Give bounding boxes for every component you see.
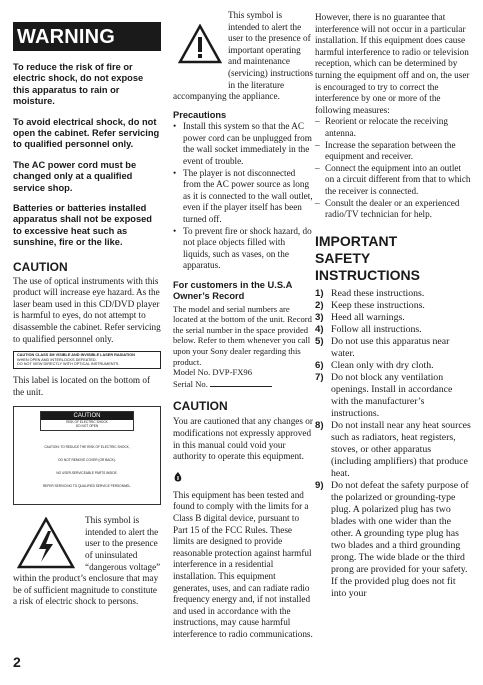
caution-label-band: CAUTION xyxy=(41,412,133,420)
instruction-item xyxy=(315,300,471,312)
instruction-item xyxy=(315,420,471,480)
instruction-number: 2) xyxy=(315,299,324,311)
laser-label-line-2: WHEN OPEN AND INTERLOCKS DEFEATED. xyxy=(17,357,97,362)
instruction-item xyxy=(315,312,471,324)
owners-record-text: The model and serial numbers are located at the bottom of the unit. Record the serial number in the space provided below. Refer to them whenever you call upon your Sony dealer regarding this product. xyxy=(173,303,312,367)
precaution-item: • The player is not disconnected from the AC power source as long as it is connected to the wall outlet, even if the player itself has been turned off. xyxy=(173,168,313,226)
instruction-number: 7) xyxy=(315,371,324,383)
label-location-text: This label is located on the bottom of the unit. xyxy=(13,375,151,397)
instruction-number: 3) xyxy=(315,311,324,323)
instruction-text: Do not block any ventilation openings. Install in accordance with the manufacturer’s instructions. xyxy=(331,371,453,419)
serial-number-line xyxy=(173,378,313,390)
laser-label-line-1: CAUTION CLASS 3M VISIBLE AND INVISIBLE LASER RADIATION xyxy=(17,353,135,358)
serial-number-blank xyxy=(210,378,272,387)
measure-item: – Reorient or relocate the receiving antenna. xyxy=(315,116,471,139)
warning-paragraph-1: To reduce the risk of fire or electric shock, do not expose this apparatus to rain or moisture. xyxy=(13,62,144,107)
instruction-item xyxy=(315,288,471,300)
caution-label-line-2: DO NOT REMOVE COVER (OR BACK). xyxy=(58,458,116,463)
caution-label-line-4: REFER SERVICING TO QUALIFIED SERVICE PERSONNEL. xyxy=(42,484,132,489)
serial-number-label: Serial No. xyxy=(173,378,208,389)
instruction-text: Do not use this apparatus near water. xyxy=(331,335,450,359)
measure-item: – Connect the equipment into an outlet on a circuit different from that to which the receiver is connected. xyxy=(315,163,471,198)
page-number: 2 xyxy=(13,654,21,670)
caution-modifications-text: You are cautioned that any changes or modifications not expressly approved in this manual could void your authority to operate this equipment. xyxy=(173,416,313,462)
voltage-symbol-text-content: This symbol is intended to alert the user to the presence of uninsulated “dangerous voltage” within the product’s enclosure that may be of sufficient magnitude to constitute a risk of electric shock to persons. xyxy=(13,515,161,607)
instruction-text: Do not defeat the safety purpose of the polarized or grounding-type plug. A polarized plug has two blades with one wider than the other. A grounding type plug has two blades and a third grounding prong. The wide blade or the third prong are provided for your safety. If the provided plug does not fit into your xyxy=(331,479,469,599)
model-number: Model No. DVP-FX96 xyxy=(173,367,253,378)
lightning-triangle-icon xyxy=(17,517,75,569)
instruction-text: Clean only with dry cloth. xyxy=(331,359,434,371)
caution-label-sub-2: DO NOT OPEN xyxy=(75,424,99,429)
fcc-text: This equipment has been tested and found to comply with the limits for a Class B digital device, pursuant to Part 15 of the FCC Rules. These limits are designed to provide reasonable protection against harmful interference in a residential installation. This equipment generates, uses, and can radiate radio frequency energy and, if not installed and used in accordance with the instructions, may cause harmful interference to radio communications. xyxy=(173,489,313,639)
maintenance-symbol-block xyxy=(173,10,313,103)
caution-heading: CAUTION xyxy=(13,259,68,274)
caution-text: The use of optical instruments with this product will increase eye hazard. As the laser beam used in this CD/DVD player is harmful to eyes, do not attempt to disassemble the cabinet. Refer servicing to qualified personnel only. xyxy=(13,275,161,344)
instruction-number: 4) xyxy=(315,323,324,335)
note-icon-glyph xyxy=(173,472,183,483)
instruction-item xyxy=(315,360,471,372)
instruction-text: Keep these instructions. xyxy=(331,299,425,311)
instruction-number: 5) xyxy=(315,335,324,347)
measure-item: – Consult the dealer or an experienced radio/TV technician for help. xyxy=(315,198,471,221)
instruction-number: 8) xyxy=(315,419,324,431)
column-right xyxy=(315,10,471,600)
instruction-number: 9) xyxy=(315,479,324,491)
warning-paragraph-3: The AC power cord must be changed only at a qualified service shop. xyxy=(13,159,137,193)
caution-heading-2: CAUTION xyxy=(173,399,228,414)
safety-instructions-heading: IMPORTANT SAFETY INSTRUCTIONS xyxy=(315,232,420,283)
instruction-text: Heed all warnings. xyxy=(331,311,405,323)
instruction-text: Follow all instructions. xyxy=(331,323,422,335)
precautions-list xyxy=(173,121,313,272)
caution-label-sub-1: RISK OF ELECTRIC SHOCK xyxy=(66,420,108,425)
caution-label-header xyxy=(40,411,134,431)
safety-instructions-list xyxy=(315,288,471,600)
instruction-item xyxy=(315,324,471,336)
owners-record-heading: For customers in the U.S.A Owner’s Record xyxy=(173,279,292,302)
laser-caution-label xyxy=(13,351,161,369)
note-icon xyxy=(173,470,313,488)
instruction-number: 1) xyxy=(315,287,324,299)
instruction-text: Read these instructions. xyxy=(331,287,425,299)
interference-intro: However, there is no guarantee that interference will not occur in a particular installation. If this equipment does cause harmful interference to radio or television reception, which can be determined by turning the equipment off and on, the user is encouraged to try to correct the interference by one or more of the following measures: xyxy=(315,12,470,115)
caution-label-line-3: NO USER-SERVICEABLE PARTS INSIDE. xyxy=(56,471,118,476)
column-left xyxy=(13,10,161,608)
warning-paragraph-4: Batteries or batteries installed apparatus shall not be exposed to excessive heat such as sunshine, fire or the like. xyxy=(13,203,152,248)
voltage-symbol-block xyxy=(13,515,161,608)
instruction-item xyxy=(315,372,471,420)
precaution-item: • To prevent fire or shock hazard, do not place objects filled with liquids, such as vases, on the apparatus. xyxy=(173,226,313,272)
column-middle xyxy=(173,10,313,641)
instruction-number: 6) xyxy=(315,359,324,371)
instruction-text: Do not install near any heat sources such as radiators, heat registers, stoves, or other apparatus (including amplifiers) that produce heat. xyxy=(331,419,471,479)
warning-title: WARNING xyxy=(13,22,161,51)
instruction-item xyxy=(315,336,471,360)
precaution-item: • Install this system so that the AC power cord can be unplugged from the wall socket immediately in the event of trouble. xyxy=(173,121,313,167)
caution-label-line-1: CAUTION: TO REDUCE THE RISK OF ELECTRIC SHOCK, xyxy=(44,445,130,450)
instruction-item xyxy=(315,480,471,600)
laser-label-line-3: DO NOT VIEW DIRECTLY WITH OPTICAL INSTRUMENTS. xyxy=(17,362,120,367)
exclamation-triangle-icon xyxy=(178,24,222,64)
interference-measures-list xyxy=(315,116,471,220)
maintenance-symbol-text-content: This symbol is intended to alert the user to the presence of important operating and maintenance (servicing) instructions in the literature accompanying the appliance. xyxy=(173,10,313,102)
measure-item: – Increase the separation between the equipment and receiver. xyxy=(315,140,471,163)
warning-paragraph-2: To avoid electrical shock, do not open the cabinet. Refer servicing to qualified personnel only. xyxy=(13,116,160,150)
precautions-heading: Precautions xyxy=(173,109,227,120)
rear-caution-label xyxy=(13,406,161,505)
